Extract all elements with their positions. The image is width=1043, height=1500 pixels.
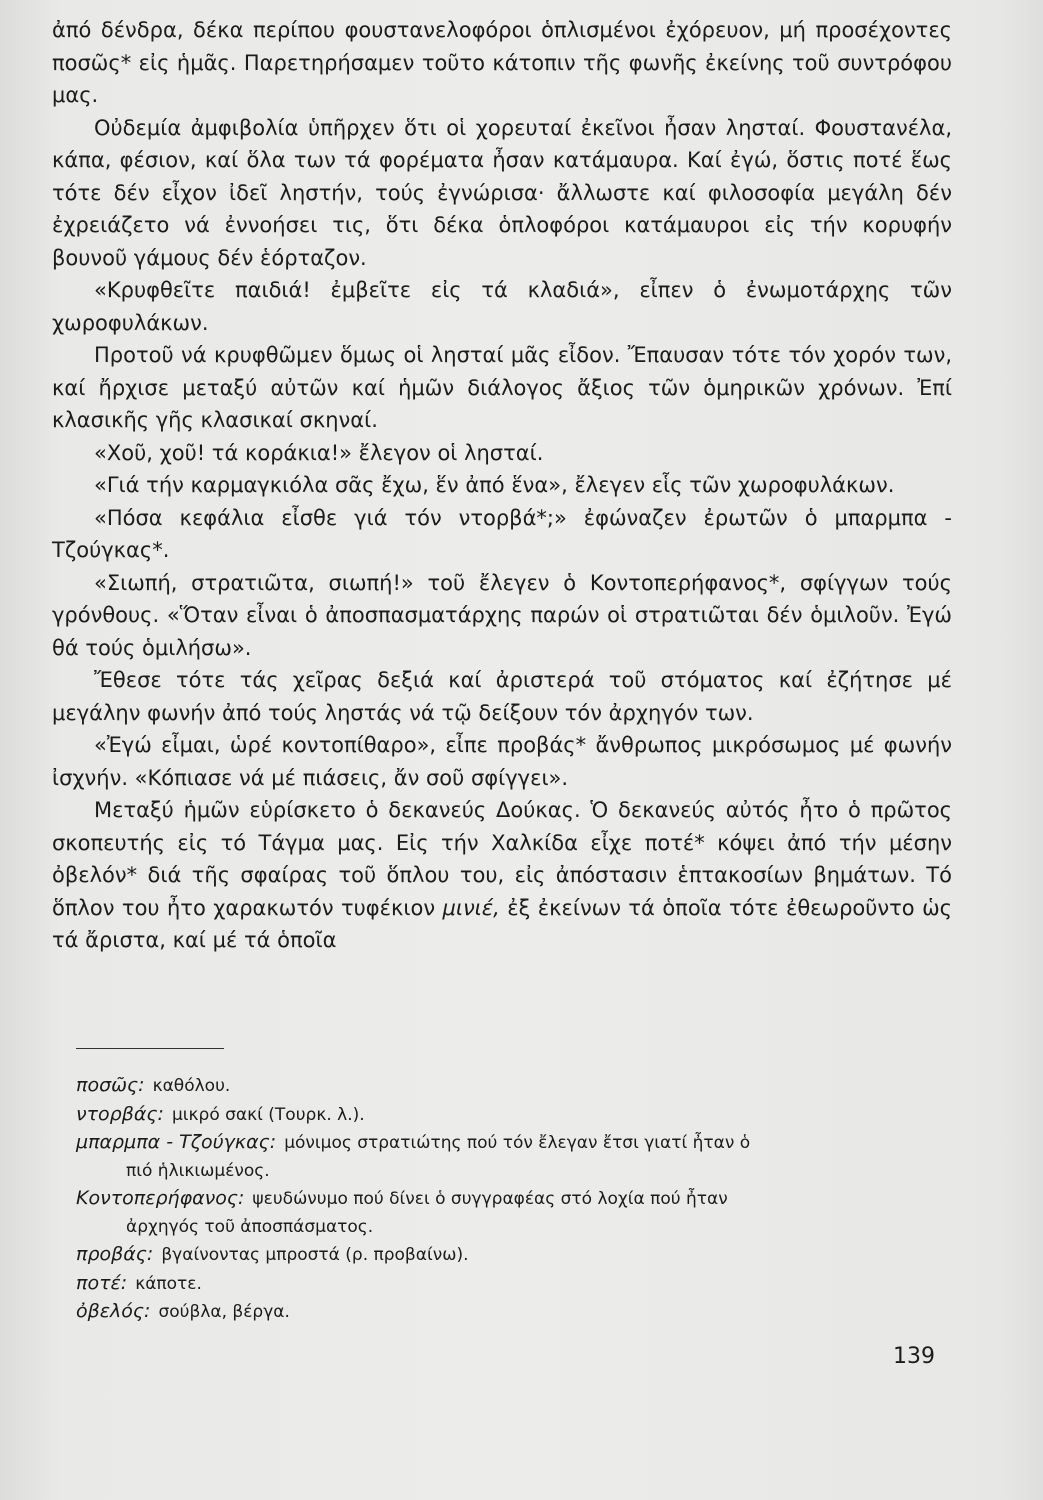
- paragraph: «Κρυφθεῖτε παιδιά! ἐμβεῖτε εἰς τά κλαδιά», εἶπεν ὁ ἐνωμοτάρχης τῶν χωροφυλάκων.: [52, 278, 952, 335]
- footnote: [76, 1298, 956, 1327]
- paragraph: «Ἐγώ εἶμαι, ὡρέ κοντοπίθαρο», εἶπε προβάς* ἄνθρωπος μικρόσωμος μέ φωνήν ἰσχνήν. «Κόπιασε νά μέ πιάσεις, ἄν σοῦ σφίγγει».: [52, 733, 952, 790]
- paragraph: «Σιωπή, στρατιῶτα, σιωπή!» τοῦ ἔλεγεν ὁ Κοντοπερήφανος*, σφίγγων τούς γρόνθους. «Ὅταν εἶναι ὁ ἀποσπασματάρχης παρών οἱ στρατιῶται δέν ὁμιλοῦν. Ἐγώ θά τούς ὁμιλήσω».: [52, 570, 952, 660]
- footnote-text: καθόλου.: [152, 1076, 231, 1096]
- paragraph: ἀπό δένδρα, δέκα περίπου φουστανελοφόροι ὁπλισμένοι ἐχόρευον, μή προσέχοντες ποσῶς* εἰς ἡμᾶς. Παρετηρήσαμεν τοῦτο κάτοπιν τῆς φωνῆς ἐκείνης τοῦ συντρόφου μας.: [52, 18, 952, 107]
- footnote: [76, 1072, 956, 1101]
- footnote-term: Κοντοπερήφανος:: [76, 1187, 245, 1209]
- footnote-text: ψευδώνυμο πού δίνει ὁ συγγραφέας στό λοχία πού ἦταν: [252, 1189, 728, 1209]
- footnote-term: ὀβελός:: [76, 1300, 151, 1322]
- paragraph: Προτοῦ νά κρυφθῶμεν ὅμως οἱ λησταί μᾶς εἶδον. Ἔπαυσαν τότε τόν χορόν των, καί ἤρχισε μεταξύ αὐτῶν καί ἡμῶν διάλογος ἄξιος τῶν ὁμηρικῶν χρόνων. Ἐπί κλασικῆς γῆς κλασικαί σκηναί.: [52, 343, 952, 432]
- footnote: [76, 1270, 956, 1299]
- footnote-divider: [76, 1048, 224, 1049]
- footnote-text: μικρό σακί (Τουρκ. λ.).: [171, 1104, 365, 1125]
- paragraph-text: Μεταξύ ἡμῶν εὑρίσκετο ὁ δεκανεύς Δούκας. Ὁ δεκανεύς αὐτός ἦτο ὁ πρῶτος σκοπευτής εἰς τό Τάγμα μας. Εἰς τήν Χαλκίδα εἶχε ποτέ* κόψει ἀπό τήν μέσην ὀβελόν* διά τῆς σφαίρας τοῦ ὅπλου του, εἰς ἀπόστασιν ἑπτακοσίων βημάτων. Τό ὅπλον του ἦτο χαρακωτόν τυφέκιον: [52, 798, 952, 920]
- footnote: [76, 1129, 956, 1185]
- body-text: [52, 14, 952, 957]
- paragraph: Ἔθεσε τότε τάς χεῖρας δεξιά καί ἀριστερά τοῦ στόματος καί ἐζήτησε μέ μεγάλην φωνήν ἀπό τούς ληστάς νά τῷ δείξουν τόν ἀρχηγόν των.: [52, 668, 952, 725]
- page-number: 139: [893, 1344, 935, 1369]
- paragraph: «Χοῦ, χοῦ! τά κοράκια!» ἔλεγον οἱ λησταί.: [94, 440, 544, 465]
- footnote-term: ντορβάς:: [76, 1102, 164, 1125]
- footnote-term: μπαρμπα - Τζούγκας:: [76, 1131, 277, 1153]
- footnote-text: σούβλα, βέργα.: [158, 1302, 290, 1322]
- footnote: [76, 1101, 956, 1130]
- footnote-term: ποτέ:: [76, 1271, 128, 1294]
- paragraph-text: ἐξ ἐκείνων τά ὁποῖα τότε ἐθεωροῦντο ὡς τά ἄριστα, καί μέ τά ὁποῖα: [52, 895, 952, 952]
- footnote: [76, 1241, 956, 1270]
- footnote-text: κάποτε.: [135, 1273, 202, 1294]
- footnote-term: προβάς:: [76, 1243, 154, 1265]
- paragraph: «Πόσα κεφάλια εἶσθε γιά τόν ντορβά*;» ἐφώναζεν ἐρωτῶν ὁ μπαρμπα - Τζούγκας*.: [52, 505, 952, 562]
- footnote-text: βγαίνοντας μπροστά (ρ. προβαίνω).: [161, 1245, 469, 1265]
- footnote-term: ποσῶς:: [76, 1074, 145, 1096]
- italic-word: μινιέ,: [442, 895, 500, 920]
- footnotes: [76, 1072, 956, 1327]
- paragraph: Οὐδεμία ἀμφιβολία ὑπῆρχεν ὅτι οἱ χορευταί ἐκεῖνοι ἦσαν λησταί. Φουστανέλα, κάπα, φέσιον, καί ὅλα των τά φορέματα ἦσαν κατάμαυρα. Καί ἐγώ, ὅστις ποτέ ἕως τότε δέν εἶχον ἰδεῖ ληστήν, τούς ἐγνώρισα· ἄλλωστε καί φιλοσοφία μεγάλη δέν ἐχρειάζετο νά ἐννοήσει τις, ὅτι δέκα ὁπλοφόροι κατάμαυροι εἰς τήν κορυφήν βουνοῦ γάμους δέν ἑόρταζον.: [52, 115, 952, 270]
- footnote-continuation: ἀρχηγός τοῦ ἀποσπάσματος.: [126, 1216, 374, 1237]
- paragraph: «Γιά τήν καρμαγκιόλα σᾶς ἔχω, ἕν ἀπό ἕνα», ἔλεγεν εἷς τῶν χωροφυλάκων.: [94, 473, 895, 497]
- footnote-continuation: πιό ἡλικιωμένος.: [126, 1160, 270, 1181]
- paragraph: [52, 794, 952, 957]
- footnote-text: μόνιμος στρατιώτης πού τόν ἔλεγαν ἔτσι γιατί ἦταν ὁ: [284, 1133, 751, 1153]
- footnote: [76, 1185, 956, 1241]
